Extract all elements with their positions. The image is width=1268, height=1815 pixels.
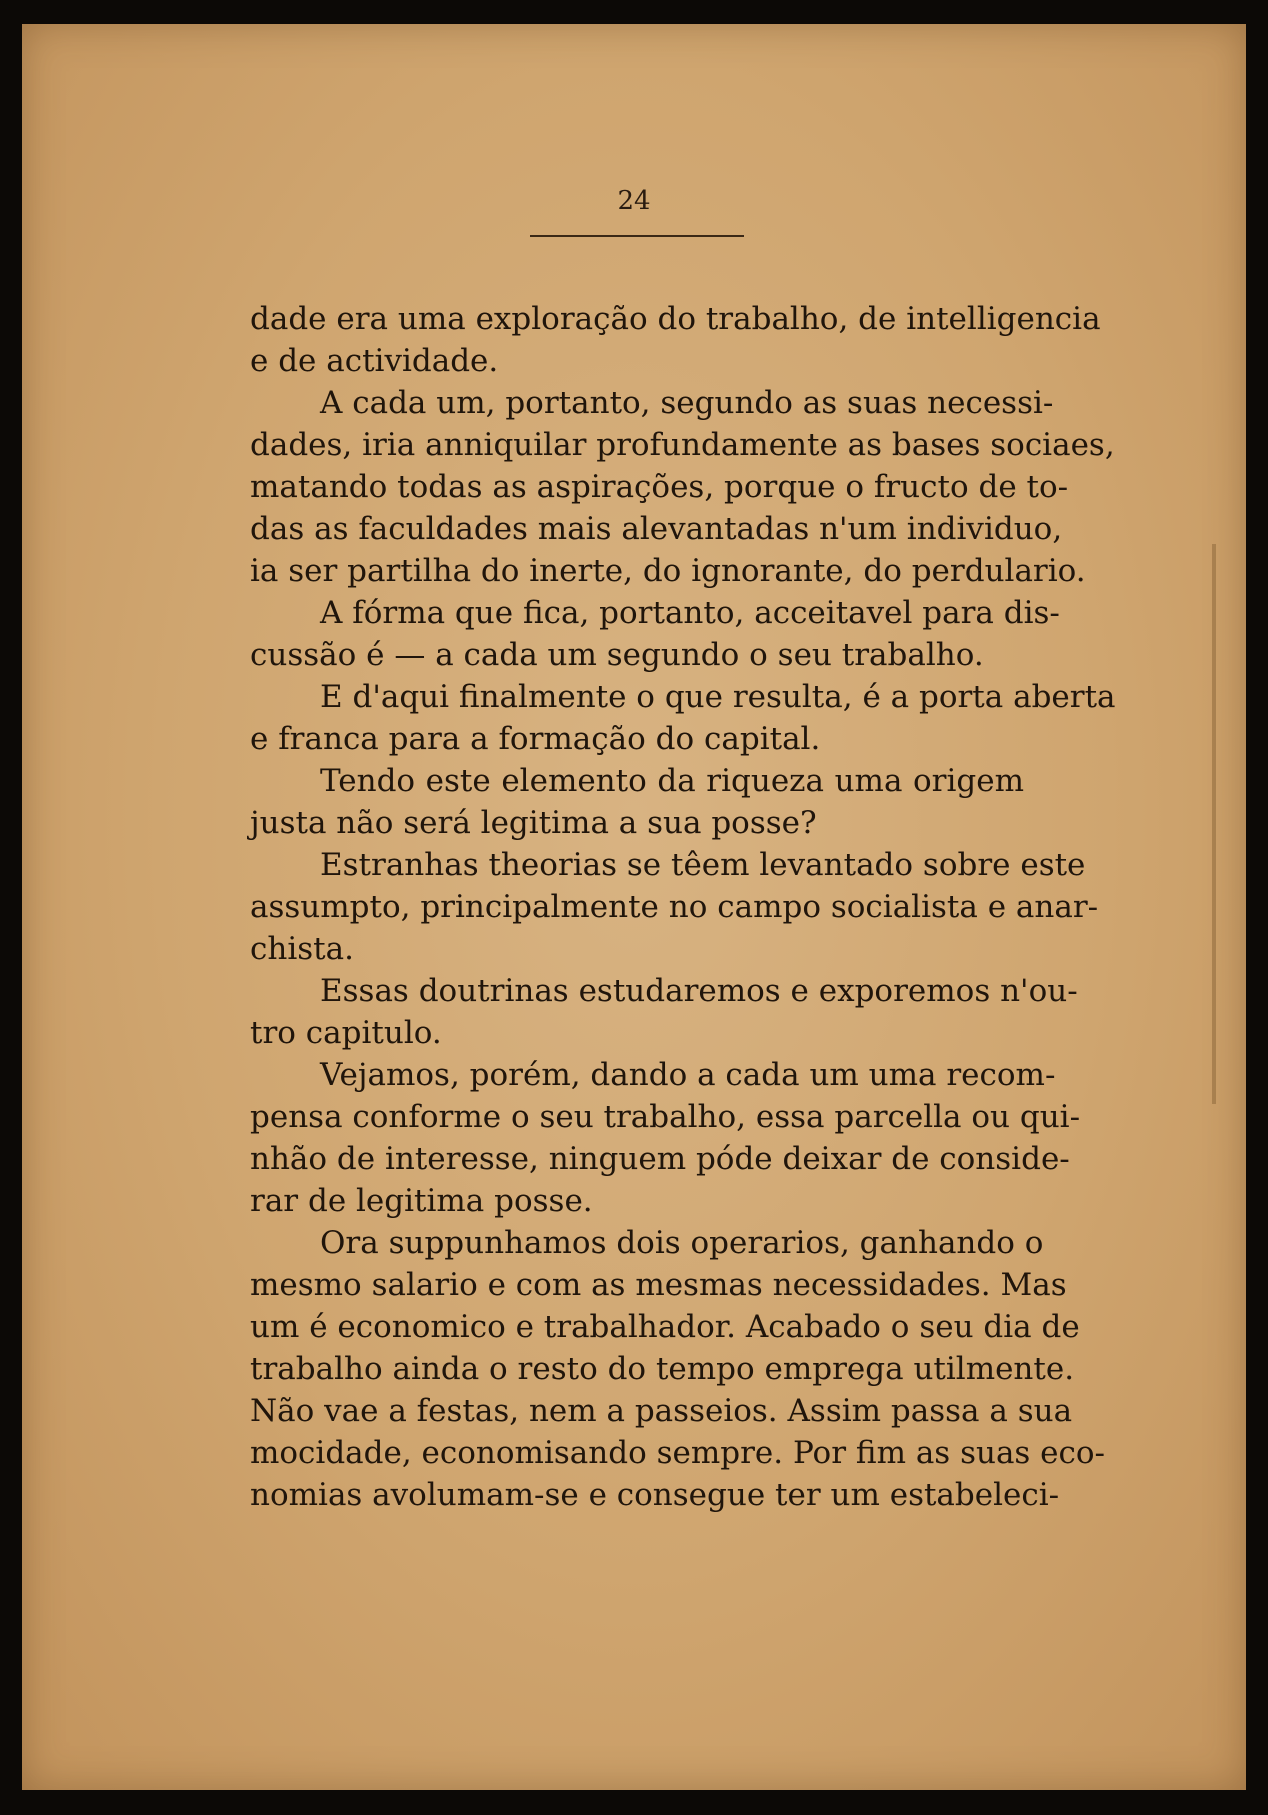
text-line: dade era uma exploração do trabalho, de intelligencia [250, 301, 1101, 337]
header-rule [530, 235, 744, 237]
text-line: justa não será legitima a sua posse? [250, 805, 817, 841]
text-line: mocidade, economisando sempre. Por fim as suas eco- [250, 1435, 1106, 1471]
text-line: nhão de interesse, ninguem póde deixar de conside- [250, 1141, 1070, 1177]
text-line: matando todas as aspirações, porque o fructo de to- [250, 469, 1069, 505]
text-line: das as faculdades mais alevantadas n'um individuo, [250, 511, 1063, 547]
text-line: E d'aqui finalmente o que resulta, é a porta aberta [320, 679, 1116, 715]
text-line: e franca para a formação do capital. [250, 721, 821, 757]
body-text [250, 298, 1116, 1516]
text-line: trabalho ainda o resto do tempo emprega utilmente. [250, 1351, 1075, 1387]
text-line: nomias avolumam-se e consegue ter um estabeleci- [250, 1477, 1060, 1513]
text-line: e de actividade. [250, 343, 499, 379]
text-line: cussão é — a cada um segundo o seu trabalho. [250, 637, 984, 673]
text-line: Tendo este elemento da riqueza uma origem [320, 763, 1024, 799]
text-line: mesmo salario e com as mesmas necessidades. Mas [250, 1267, 1067, 1303]
text-line: dades, iria anniquilar profundamente as bases sociaes, [250, 427, 1115, 463]
text-line: pensa conforme o seu trabalho, essa parcella ou qui- [250, 1099, 1081, 1135]
text-line: Não vae a festas, nem a passeios. Assim passa a sua [250, 1393, 1073, 1429]
text-line: assumpto, principalmente no campo socialista e anar- [250, 889, 1099, 925]
page-number: 24 [617, 186, 651, 216]
text-line: um é economico e trabalhador. Acabado o seu dia de [250, 1309, 1080, 1345]
text-line: Estranhas theorias se têem levantado sobre este [320, 847, 1086, 883]
text-line: Essas doutrinas estudaremos e exporemos n'ou- [320, 973, 1078, 1009]
text-line: chista. [250, 931, 354, 967]
text-line: Ora suppunhamos dois operarios, ganhando o [320, 1225, 1044, 1261]
text-line: rar de legitima posse. [250, 1183, 593, 1219]
text-line: A fórma que fica, portanto, acceitavel para dis- [320, 595, 1060, 631]
text-line: tro capitulo. [250, 1015, 442, 1051]
text-line: Vejamos, porém, dando a cada um uma recom- [320, 1057, 1056, 1093]
text-line: ia ser partilha do inerte, do ignorante, do perdulario. [250, 553, 1086, 589]
text-line: A cada um, portanto, segundo as suas necessi- [320, 385, 1054, 421]
